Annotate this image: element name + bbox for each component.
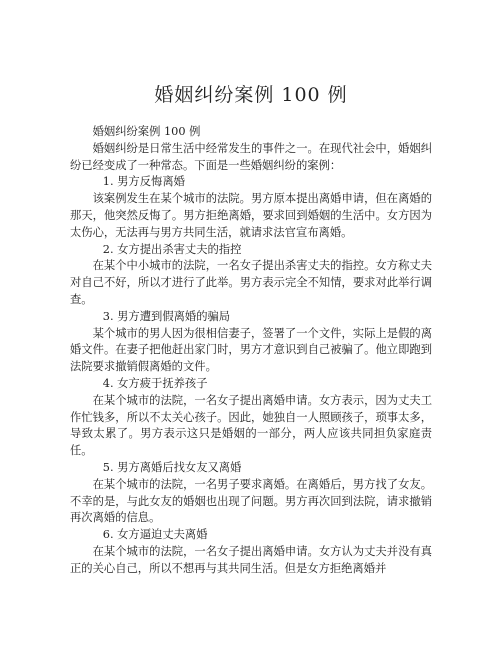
case-heading: 4. 女方疲于抚养孩子 bbox=[102, 376, 208, 390]
case-paragraph: 某个城市的男人因为很相信妻子，签署了一个文件，实际上是假的离婚文件。在妻子把他赶出家门时，男方才意识到自己被骗了。他立即跑到法院要求撤销假离婚的文件。 bbox=[70, 326, 432, 374]
case-paragraph: 该案例发生在某个城市的法院。男方原本提出离婚申请，但在离婚的那天，他突然反悔了。男方拒绝离婚，要求回到婚姻的生活中。女方因为太伤心，无法再与男方共同生活，就请求法官宣布离婚。 bbox=[70, 192, 432, 239]
case-heading: 6. 女方逼迫丈夫离婚 bbox=[102, 528, 208, 542]
subtitle: 婚姻纠纷案例 100 例 bbox=[92, 125, 201, 138]
case-paragraph: 在某个城市的法院，一名女子提出离婚申请。女方认为丈夫并没有真正的关心自己，所以不想再与其共同生活。但是女方拒绝离婚并 bbox=[70, 544, 432, 575]
case-heading: 3. 男方遭到假离婚的骗局 bbox=[102, 309, 231, 323]
intro-paragraph: 婚姻纠纷是日常生活中经常发生的事件之一。在现代社会中，婚姻纠纷已经变成了一种常态。下面是一些婚姻纠纷的案例： bbox=[70, 141, 432, 172]
case-heading: 1. 男方反悔离婚 bbox=[102, 175, 185, 189]
case-paragraph: 在某个城市的法院，一名女子提出离婚申请。女方表示，因为丈夫工作忙钱多，所以不太关心孩子。因此，她独自一人照顾孩子，琐事太多，导致太累了。男方表示这只是婚姻的一部分，两人应该共同担负家庭责任。 bbox=[70, 393, 432, 458]
case-paragraph: 在某个城市的法院，一名男子要求离婚。在离婚后，男方找了女友。不幸的是，与此女友的婚姻也出现了问题。男方再次回到法院，请求撤销再次离婚的信息。 bbox=[70, 477, 432, 525]
document-body bbox=[70, 124, 432, 578]
case-heading: 2. 女方提出杀害丈夫的指控 bbox=[102, 242, 242, 256]
case-paragraph: 在某个中小城市的法院，一名女子提出杀害丈夫的指控。女方称丈夫对自己不好，所以才进行了此举。男方表示完全不知情，要求对此举行调查。 bbox=[70, 259, 432, 306]
case-heading: 5. 男方离婚后找女友又离婚 bbox=[102, 460, 242, 474]
document-title: 婚姻纠纷案例 100 例 bbox=[154, 84, 348, 106]
